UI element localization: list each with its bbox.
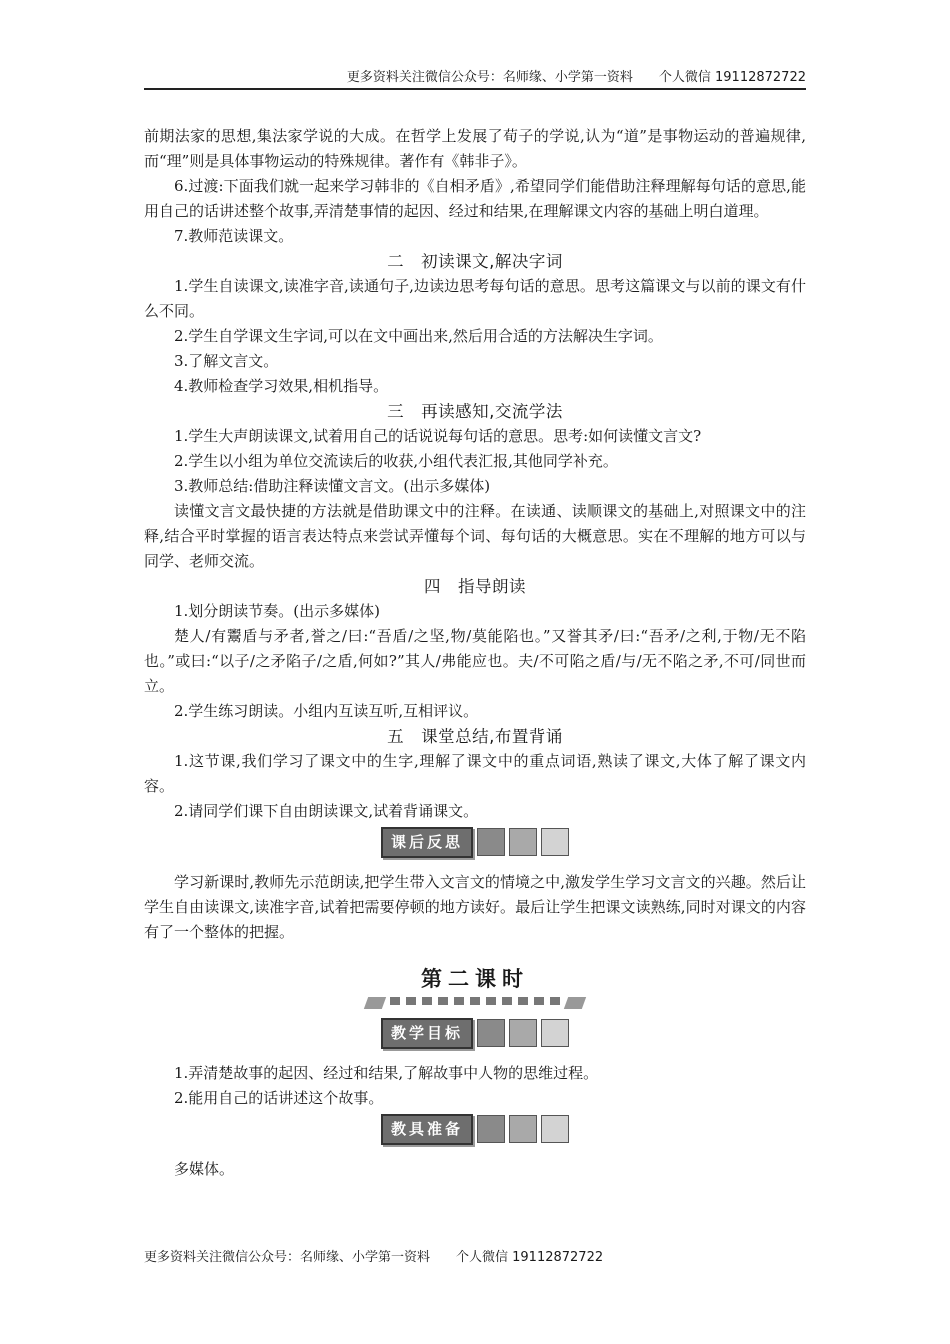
lesson-dash-decoration: [144, 997, 806, 1009]
paragraph: 6.过渡:下面我们就一起来学习韩非的《自相矛盾》,希望同学们能借助注释理解每句话的意思,能用自己的话讲述整个故事,弄清楚事情的起因、经过和结果,在理解课文内容的基础上明白道理。: [144, 177, 806, 220]
section-heading: 五 课堂总结,布置背诵: [387, 727, 563, 746]
badge-label: 教具准备: [381, 1114, 473, 1145]
paragraph: 4.教师检查学习效果,相机指导。: [174, 377, 389, 395]
paragraph: 1.弄清楚故事的起因、经过和结果,了解故事中人物的思维过程。: [174, 1064, 599, 1082]
paragraph: 7.教师范读课文。: [174, 227, 294, 245]
badge-square-icon: [509, 1115, 537, 1143]
section-badge-reflection: [144, 824, 806, 860]
paragraph: 读懂文言文最快捷的方法就是借助课文中的注释。在读通、读顺课文的基础上,对照课文中的注释,结合平时掌握的语言表达特点来尝试弄懂每个词、每句话的大概意思。实在不理解的地方可以与同学、老师交流。: [144, 502, 806, 570]
paragraph: 1.学生大声朗读课文,试着用自己的话说说每句话的意思。思考:如何读懂文言文?: [174, 427, 702, 445]
paragraph: 多媒体。: [174, 1160, 235, 1178]
section-heading: 二 初读课文,解决字词: [387, 252, 563, 271]
footer-text: 更多资料关注微信公众号：名师缘、小学第一资料 个人微信 19112872722: [144, 1250, 604, 1265]
badge-square-icon: [541, 1115, 569, 1143]
page-header: [144, 66, 806, 90]
paragraph: 3.教师总结:借助注释读懂文言文。(出示多媒体): [174, 477, 491, 495]
paragraph: 2.学生自学课文生字词,可以在文中画出来,然后用合适的方法解决生字词。: [174, 327, 663, 345]
lesson-title: 第二课时: [421, 967, 529, 991]
badge-square-icon: [477, 1019, 505, 1047]
badge-square-icon: [541, 1019, 569, 1047]
badge-label: 课后反思: [381, 827, 473, 858]
section-heading: 三 再读感知,交流学法: [387, 402, 563, 421]
badge-square-icon: [509, 828, 537, 856]
header-text: 更多资料关注微信公众号：名师缘、小学第一资料 个人微信 19112872722: [346, 70, 806, 85]
lesson-banner: [144, 965, 806, 1009]
paragraph: 1.划分朗读节奏。(出示多媒体): [174, 602, 381, 620]
paragraph: 1.学生自读课文,读准字音,读通句子,边读边思考每句话的意思。思考这篇课文与以前的课文有什么不同。: [144, 277, 806, 320]
badge-square-icon: [477, 828, 505, 856]
paragraph: 1.这节课,我们学习了课文中的生字,理解了课文中的重点词语,熟读了课文,大体了解了课文内容。: [144, 752, 806, 795]
paragraph: 学习新课时,教师先示范朗读,把学生带入文言文的情境之中,激发学生学习文言文的兴趣。然后让学生自由读课文,读准字音,试着把需要停顿的地方读好。最后让学生把课文读熟练,同时对课文的内容有了一个整体的把握。: [144, 873, 806, 941]
paragraph: 2.学生以小组为单位交流读后的收获,小组代表汇报,其他同学补充。: [174, 452, 618, 470]
paragraph: 2.请同学们课下自由朗读课文,试着背诵课文。: [174, 802, 479, 820]
paragraph: 前期法家的思想,集法家学说的大成。在哲学上发展了荀子的学说,认为“道”是事物运动的普遍规律,而“理”则是具体事物运动的特殊规律。著作有《韩非子》。: [144, 127, 806, 170]
paragraph: 2.学生练习朗读。小组内互读互听,互相评议。: [174, 702, 479, 720]
badge-square-icon: [541, 828, 569, 856]
section-badge-materials: [144, 1111, 806, 1147]
page-footer: [144, 1246, 603, 1265]
paragraph: 2.能用自己的话讲述这个故事。: [174, 1089, 384, 1107]
paragraph: 3.了解文言文。: [174, 352, 279, 370]
section-badge-objectives: [144, 1015, 806, 1051]
badge-label: 教学目标: [381, 1018, 473, 1049]
document-body: [144, 124, 806, 1182]
paragraph: 楚人/有鬻盾与矛者,誉之/曰:“吾盾/之坚,物/莫能陷也。”又誉其矛/曰:“吾矛/之利,于物/无不陷也。”或曰:“以子/之矛陷子/之盾,何如?”其人/弗能应也。夫/不可陷之盾/与/无不陷之矛,不可/同世而立。: [144, 627, 806, 695]
badge-square-icon: [477, 1115, 505, 1143]
section-heading: 四 指导朗读: [424, 577, 526, 596]
badge-square-icon: [509, 1019, 537, 1047]
